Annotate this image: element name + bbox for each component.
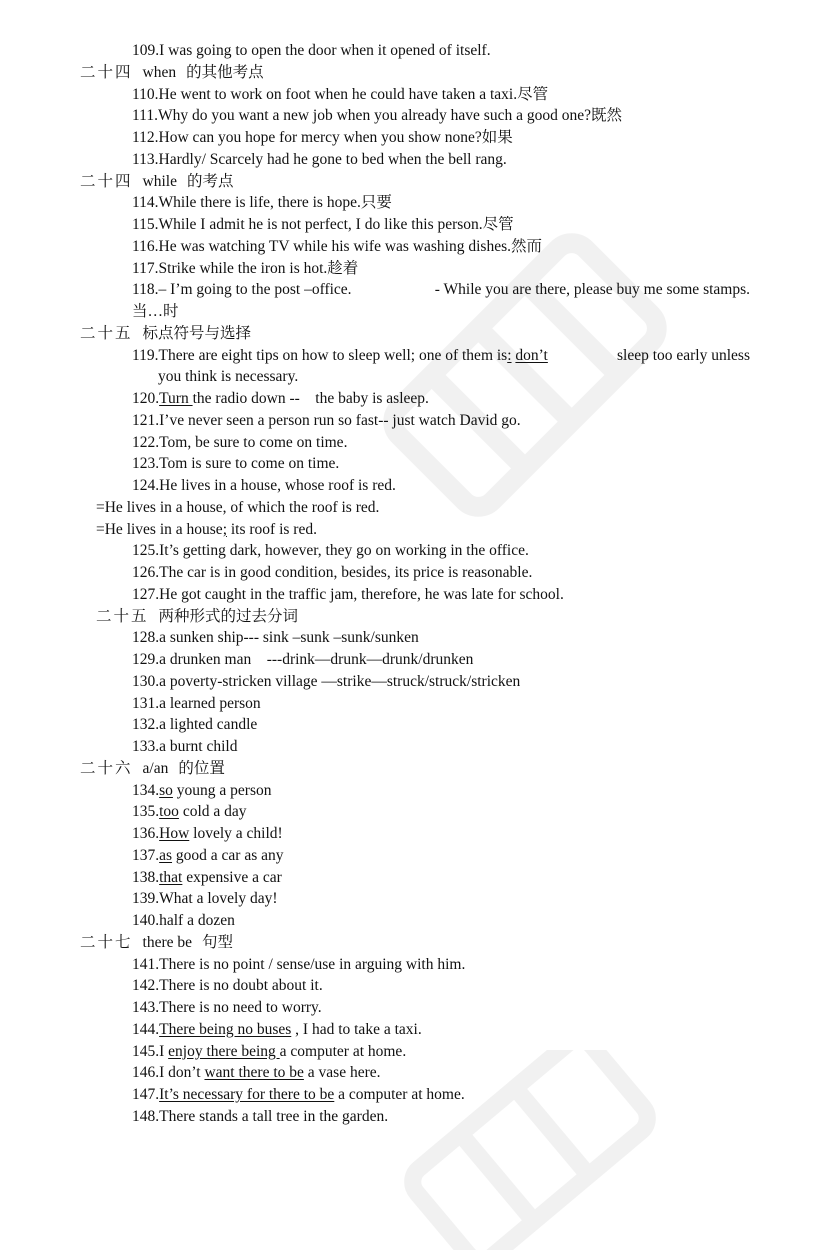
section-heading: [0, 932, 830, 954]
item-text: 115.While I admit he is not perfect, I do like this person.尽管: [132, 216, 514, 233]
underlined-text: so: [159, 781, 173, 799]
list-item: [0, 214, 830, 236]
underlined-text: don’t: [515, 346, 548, 364]
item-text: a computer at home.: [334, 1086, 465, 1103]
item-text: 147.: [132, 1086, 160, 1103]
item-text: 125.It’s getting dark, however, they go on working in the office.: [132, 542, 529, 560]
item-text: 124.He lives in a house, whose roof is red.: [132, 477, 396, 494]
list-item: [0, 1019, 830, 1041]
list-item: [0, 1084, 830, 1106]
item-text: 132.a lighted candle: [132, 716, 258, 734]
list-item: [0, 192, 830, 214]
item-text: its roof is red.: [227, 520, 317, 538]
item-text: 142.There is no doubt about it.: [132, 977, 323, 995]
document-body: [0, 40, 830, 1128]
list-item: [0, 997, 830, 1019]
item-text: 130.a poverty-stricken village —strike—struck/struck/stricken: [132, 672, 521, 690]
list-item: [0, 627, 830, 649]
underlined-text: as: [159, 846, 173, 864]
section-heading: [0, 62, 830, 84]
section-heading: [0, 323, 830, 345]
item-text: 131.a learned person: [132, 694, 261, 712]
section-title: 的其他考点: [186, 63, 264, 81]
item-text: 134.: [132, 781, 160, 799]
item-text: 143.There is no need to worry.: [132, 999, 322, 1016]
section-heading: [0, 171, 830, 193]
item-text: 112.How can you hope for mercy when you show none?如果: [132, 129, 513, 146]
item-text: 136.: [132, 825, 160, 842]
list-item: [0, 584, 830, 606]
list-item: [0, 845, 830, 867]
list-item: [0, 888, 830, 910]
list-item: [0, 258, 830, 280]
item-text: 117.Strike while the iron is hot.趁着: [132, 259, 359, 277]
item-text: 135.: [132, 803, 160, 821]
list-item: [0, 84, 830, 106]
section-title: 标点符号与选择: [142, 324, 252, 342]
item-text: a computer at home.: [279, 1042, 407, 1060]
item-text: lovely a child!: [189, 825, 283, 842]
section-heading: [0, 606, 830, 628]
list-item: [0, 714, 830, 736]
list-item: [0, 780, 830, 802]
item-text: a vase here.: [303, 1064, 381, 1082]
list-item: [0, 736, 830, 758]
item-text: 122.Tom, be sure to come on time.: [132, 433, 348, 451]
item-text: young a person: [172, 781, 272, 799]
list-item: [0, 236, 830, 258]
equivalent-sentence: [0, 497, 830, 519]
underlined-text: too: [159, 803, 179, 821]
item-text: 120.: [132, 390, 160, 407]
item-text: 128.a sunken ship--- sink –sunk –sunk/sunken: [132, 629, 419, 647]
list-item: [0, 540, 830, 562]
list-item: [0, 693, 830, 715]
item-text: , I had to take a taxi.: [291, 1020, 422, 1038]
underlined-text: It’s necessary for there to be: [159, 1086, 335, 1103]
item-text: sleep too early unless: [616, 346, 750, 364]
list-item: [0, 823, 830, 845]
item-text: 146.I don’t: [132, 1064, 205, 1082]
equivalent-sentence: [0, 519, 830, 541]
list-item: [0, 1062, 830, 1084]
item-text: 121.I’ve never seen a person run so fast-- just watch David go.: [132, 411, 521, 429]
list-item: [0, 649, 830, 671]
underlined-text: :: [507, 346, 512, 364]
item-text: [132, 345, 548, 367]
list-item: [0, 975, 830, 997]
item-text: 129.a drunken man ---drink—drunk—drunk/drunken: [132, 651, 474, 668]
list-item: [0, 105, 830, 127]
item-text: 140.half a dozen: [132, 912, 235, 929]
item-text: 145.I: [132, 1042, 169, 1060]
section-keyword: while: [142, 172, 177, 190]
list-item: [0, 345, 830, 367]
item-text: 110.He went to work on foot when he could have taken a taxi.尽管: [132, 85, 549, 103]
section-number: 二十四: [80, 172, 133, 190]
underlined-text: How: [159, 825, 190, 842]
section-keyword: a/an: [142, 759, 169, 777]
list-item: [0, 388, 830, 410]
section-title: 两种形式的过去分词: [158, 607, 299, 625]
item-text: 126.The car is in good condition, besides, its price is reasonable.: [132, 564, 533, 581]
section-heading: [0, 758, 830, 780]
item-text: cold a day: [178, 803, 247, 821]
list-item: [0, 671, 830, 693]
underlined-text: Turn: [159, 390, 193, 407]
item-text: 109.I was going to open the door when it opened of itself.: [132, 42, 491, 59]
underlined-text: want there to be: [204, 1064, 304, 1082]
item-text: 138.: [132, 868, 160, 886]
list-item: [0, 40, 830, 62]
item-text: you think is necessary.: [158, 368, 299, 386]
underlined-text: ;: [222, 520, 227, 538]
list-item: [0, 475, 830, 497]
item-text: 116.He was watching TV while his wife was washing dishes.然而: [132, 237, 542, 255]
item-text: 139.What a lovely day!: [132, 890, 278, 908]
item-text: 137.: [132, 846, 160, 864]
underlined-text: There being no buses: [159, 1020, 292, 1038]
section-number: 二十五: [80, 324, 133, 342]
item-text: the radio down -- the baby is asleep.: [192, 390, 429, 407]
list-item-continuation: [0, 301, 830, 323]
list-item: [0, 453, 830, 475]
section-number: 二十六: [80, 759, 133, 777]
item-text: 133.a burnt child: [132, 738, 238, 755]
item-text: 119.There are eight tips on how to sleep well; one of them is: [132, 346, 508, 364]
item-text: 113.Hardly/ Scarcely had he gone to bed when the bell rang.: [132, 150, 507, 168]
section-title: 的位置: [178, 759, 225, 777]
list-item: [0, 432, 830, 454]
item-text: 118.– I’m going to the post –office.: [132, 281, 352, 299]
list-item: [0, 279, 830, 301]
section-number: 二十七: [80, 933, 133, 951]
list-item: [0, 801, 830, 823]
item-text: 111.Why do you want a new job when you already have such a good one?既然: [132, 107, 622, 125]
list-item: [0, 562, 830, 584]
item-text: good a car as any: [172, 846, 284, 864]
list-item: [0, 1106, 830, 1128]
section-number: 二十四: [80, 63, 133, 81]
list-item: [0, 1041, 830, 1063]
item-text: =He lives in a house, of which the roof is red.: [96, 498, 380, 516]
list-item-continuation: [0, 366, 830, 388]
list-item: [0, 954, 830, 976]
item-text: 当…时: [132, 303, 179, 320]
section-number: 二十五: [96, 607, 149, 625]
item-text: 148.There stands a tall tree in the garden.: [132, 1107, 389, 1125]
item-text: =He lives in a house: [96, 520, 223, 538]
item-text: - While you are there, please buy me some stamps.: [434, 281, 750, 299]
list-item: [0, 149, 830, 171]
section-title: 的考点: [186, 172, 234, 190]
list-item: [0, 867, 830, 889]
item-text: 141.There is no point / sense/use in arguing with him.: [132, 955, 466, 973]
underlined-text: that: [159, 868, 183, 886]
item-text: 114.While there is life, there is hope.只要: [132, 194, 392, 212]
list-item: [0, 410, 830, 432]
section-title: 句型: [202, 933, 234, 951]
list-item: [0, 910, 830, 932]
list-item: [0, 127, 830, 149]
underlined-text: enjoy there being: [168, 1042, 280, 1060]
item-text: expensive a car: [182, 868, 282, 886]
section-keyword: when: [142, 63, 177, 81]
item-text: 127.He got caught in the traffic jam, therefore, he was late for school.: [132, 585, 564, 603]
item-text: 123.Tom is sure to come on time.: [132, 455, 340, 473]
section-keyword: there be: [142, 933, 192, 951]
item-text: 144.: [132, 1020, 160, 1038]
